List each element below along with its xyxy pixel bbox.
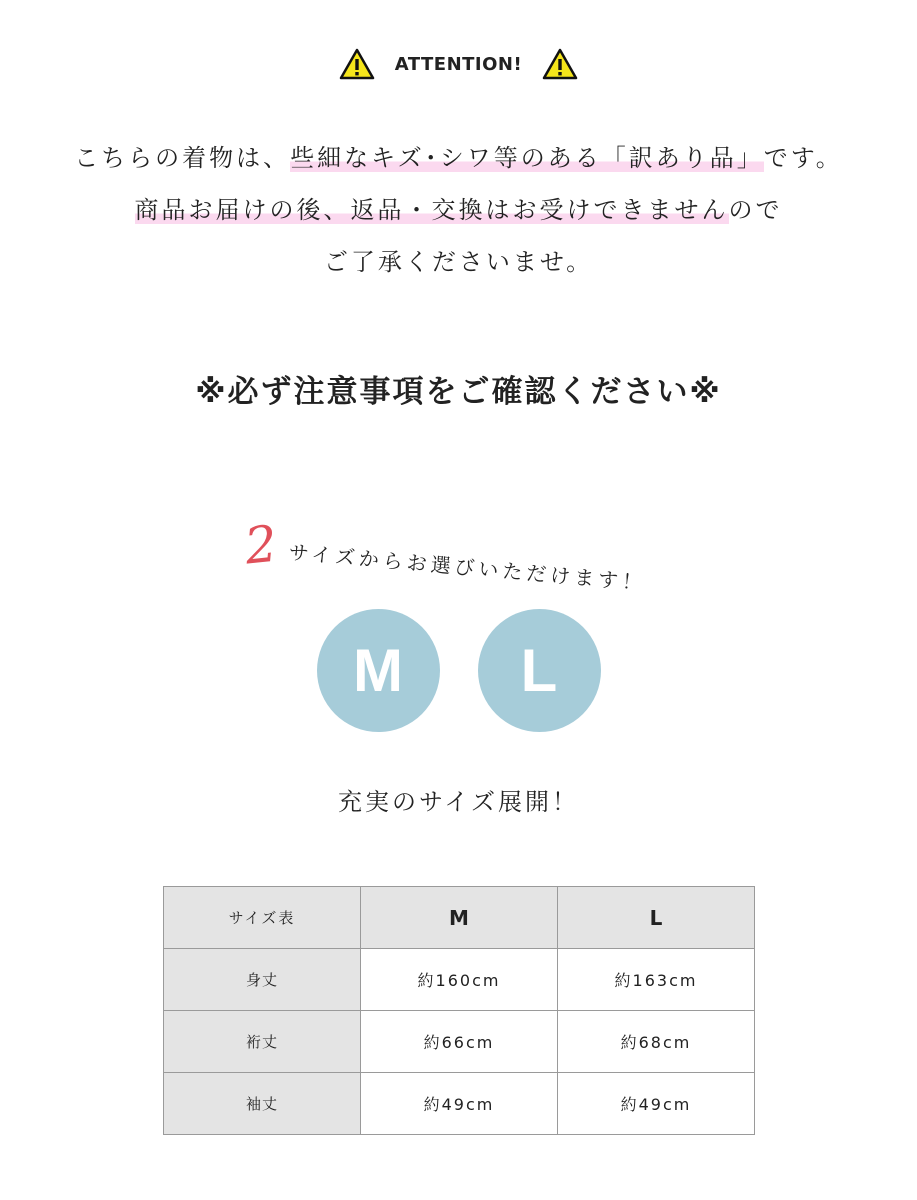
cell-l: 約49cm xyxy=(558,1073,755,1135)
size-expansion-text: 充実のサイズ展開！ xyxy=(337,788,580,816)
row-label: 裄丈 xyxy=(164,1011,361,1073)
table-row xyxy=(164,949,755,1011)
cell-l: 約68cm xyxy=(558,1011,755,1073)
size-count-number: 2 xyxy=(242,514,280,576)
notice-line-2 xyxy=(0,190,917,225)
warning-icon xyxy=(339,48,375,80)
cell-m: 約49cm xyxy=(361,1073,558,1135)
must-check-heading: ※必ず注意事項をご確認ください※ xyxy=(195,374,722,410)
warning-icon xyxy=(542,48,578,80)
table-header-m: M xyxy=(361,887,558,949)
notice-text: ので xyxy=(728,196,783,224)
table-header-size: サイズ表 xyxy=(164,887,361,949)
table-header-row xyxy=(164,887,755,949)
notice-line-1 xyxy=(0,138,917,173)
size-choice-text: サイズからお選びいただけます！ xyxy=(287,540,647,596)
notice-line-3: ご了承くださいませ。 xyxy=(323,248,594,276)
size-table xyxy=(163,886,755,1135)
notice-highlight: 些細なキズ･シワ等のある「訳あり品」 xyxy=(290,144,764,172)
row-label: 身丈 xyxy=(164,949,361,1011)
notice-text: こちらの着物は、 xyxy=(74,144,291,172)
attention-title: ATTENTION! xyxy=(394,53,523,75)
notice-highlight: 商品お届けの後、返品・交換はお受けできません xyxy=(134,196,729,224)
cell-l: 約163cm xyxy=(558,949,755,1011)
table-header-l: L xyxy=(558,887,755,949)
row-label: 袖丈 xyxy=(164,1073,361,1135)
notice-text: です。 xyxy=(763,144,843,172)
size-circle-l: L xyxy=(478,609,601,732)
size-circles xyxy=(0,609,917,732)
table-row xyxy=(164,1011,755,1073)
attention-header xyxy=(0,48,917,80)
size-circle-m: M xyxy=(317,609,440,732)
table-row xyxy=(164,1073,755,1135)
cell-m: 約66cm xyxy=(361,1011,558,1073)
cell-m: 約160cm xyxy=(361,949,558,1011)
size-choice-caption xyxy=(242,514,705,596)
